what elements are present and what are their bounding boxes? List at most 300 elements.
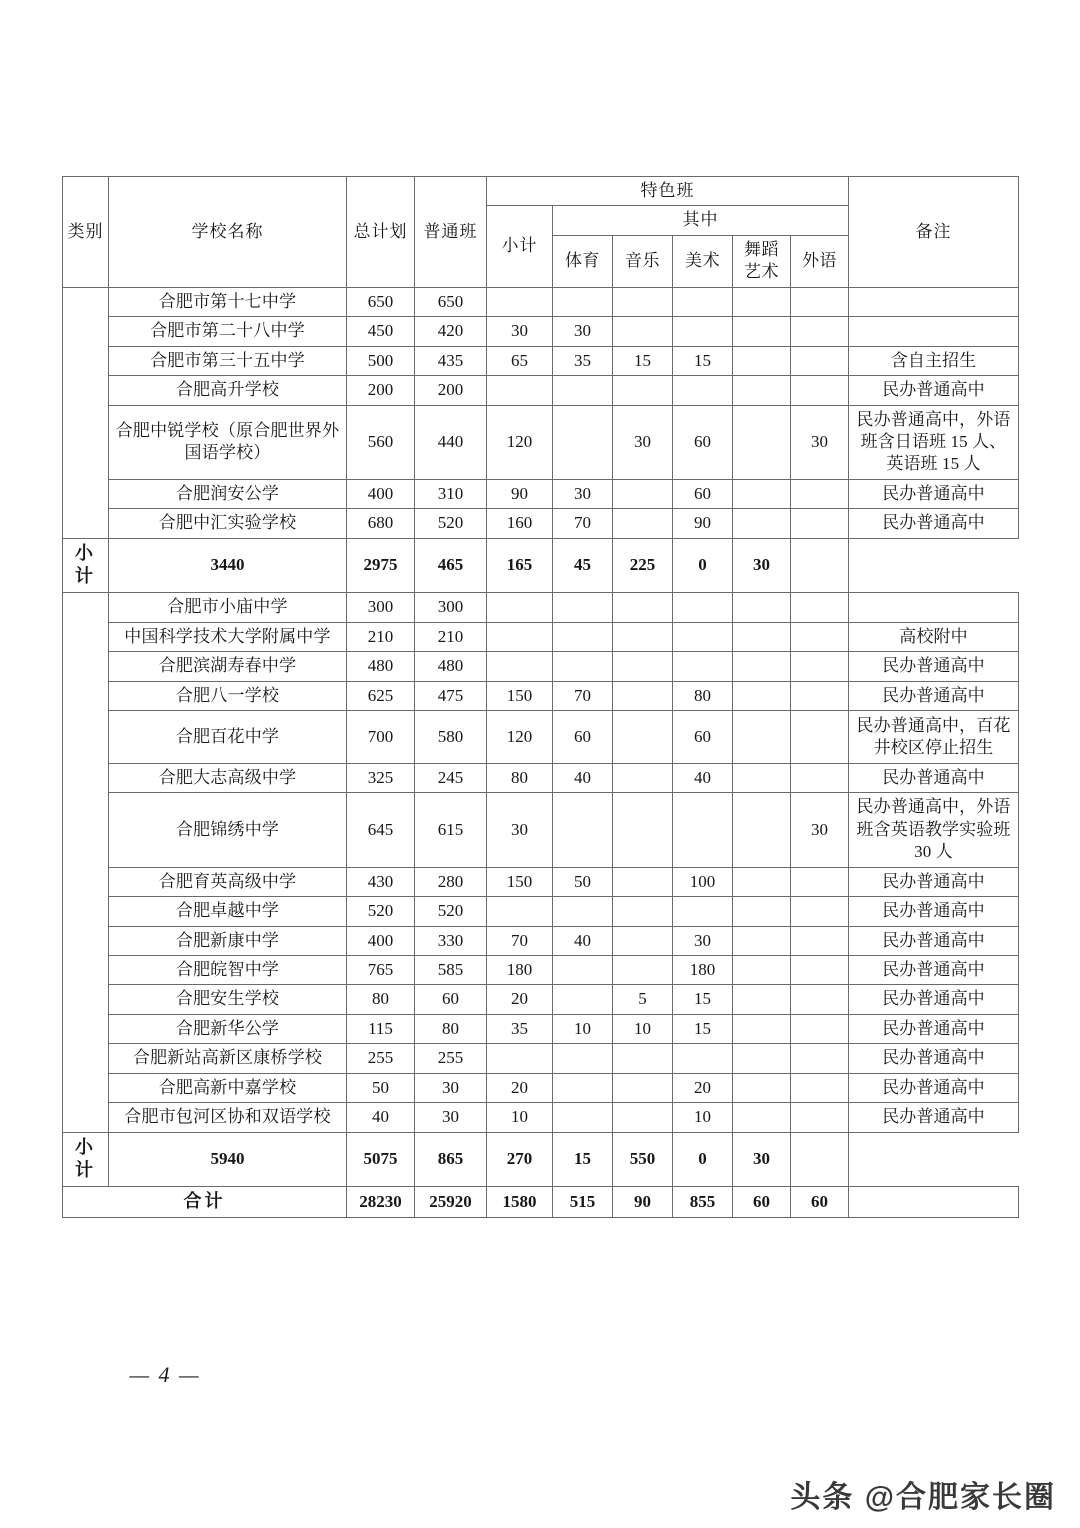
subtotal-dance: 0: [673, 1132, 733, 1187]
table-row: [63, 1103, 1019, 1132]
cell-dance: [733, 405, 791, 479]
cell-sub: 90: [487, 479, 553, 508]
school-name-cell: 合肥市第二十八中学: [109, 317, 347, 346]
cell-dance: [733, 793, 791, 867]
cell-dance: [733, 926, 791, 955]
cell-normal: 480: [415, 652, 487, 681]
cell-total: 200: [347, 376, 415, 405]
cell-total: 40: [347, 1103, 415, 1132]
cell-foreign: 30: [791, 793, 849, 867]
cell-foreign: [791, 509, 849, 538]
cell-art: 40: [673, 763, 733, 792]
cell-foreign: [791, 1103, 849, 1132]
cell-dance: [733, 985, 791, 1014]
table-row: [63, 346, 1019, 375]
remark-cell: 民办普通高中: [849, 479, 1019, 508]
cell-normal: 520: [415, 897, 487, 926]
cell-sub: 65: [487, 346, 553, 375]
cell-sub: 150: [487, 681, 553, 710]
cell-foreign: [791, 985, 849, 1014]
school-name-cell: 合肥高新中嘉学校: [109, 1073, 347, 1102]
header-dance-art: 舞蹈艺术: [733, 235, 791, 287]
remark-cell: 民办普通高中: [849, 926, 1019, 955]
cell-normal: 245: [415, 763, 487, 792]
cell-foreign: [791, 593, 849, 622]
school-name-cell: 合肥市小庙中学: [109, 593, 347, 622]
cell-foreign: [791, 1044, 849, 1073]
school-name-cell: 合肥百花中学: [109, 710, 347, 763]
remark-cell: 民办普通高中: [849, 1014, 1019, 1043]
table-row: [63, 376, 1019, 405]
cell-pe: [553, 956, 613, 985]
school-name-cell: 合肥市第十七中学: [109, 287, 347, 316]
table-row: [63, 681, 1019, 710]
cell-pe: 50: [553, 867, 613, 896]
remark-cell: 民办普通高中: [849, 1044, 1019, 1073]
cell-music: [613, 317, 673, 346]
remark-cell: 高校附中: [849, 622, 1019, 651]
cell-art: [673, 287, 733, 316]
cell-dance: [733, 1073, 791, 1102]
remark-cell: 民办普通高中: [849, 376, 1019, 405]
table-row: [63, 1014, 1019, 1043]
cell-foreign: [791, 1073, 849, 1102]
cell-pe: [553, 287, 613, 316]
grand-total-art: 855: [673, 1187, 733, 1218]
cell-foreign: [791, 287, 849, 316]
cell-art: [673, 622, 733, 651]
cell-total: 325: [347, 763, 415, 792]
school-name-cell: 合肥大志高级中学: [109, 763, 347, 792]
grand-total-music: 90: [613, 1187, 673, 1218]
table-row: [63, 652, 1019, 681]
school-name-cell: 合肥市第三十五中学: [109, 346, 347, 375]
cell-foreign: [791, 652, 849, 681]
cell-music: [613, 509, 673, 538]
table-row: [63, 793, 1019, 867]
school-name-cell: 合肥卓越中学: [109, 897, 347, 926]
school-name-cell: 合肥中锐学校（原合肥世界外国语学校）: [109, 405, 347, 479]
subtotal-art: 550: [613, 1132, 673, 1187]
school-name-cell: 中国科学技术大学附属中学: [109, 622, 347, 651]
cell-foreign: [791, 710, 849, 763]
cell-foreign: [791, 479, 849, 508]
cell-total: 400: [347, 926, 415, 955]
remark-cell: 民办普通高中: [849, 509, 1019, 538]
cell-normal: 200: [415, 376, 487, 405]
cell-art: [673, 317, 733, 346]
cell-sub: [487, 622, 553, 651]
cell-normal: 585: [415, 956, 487, 985]
cell-total: 645: [347, 793, 415, 867]
cell-dance: [733, 509, 791, 538]
table-row: [63, 1073, 1019, 1102]
cell-dance: [733, 652, 791, 681]
cell-music: [613, 622, 673, 651]
header-category: 类别: [63, 177, 109, 288]
grand-total-remark: [849, 1187, 1019, 1218]
grand-total-row: [63, 1187, 1019, 1218]
subtotal-row: [63, 538, 1019, 593]
cell-normal: 30: [415, 1103, 487, 1132]
cell-art: 30: [673, 926, 733, 955]
remark-cell: 民办普通高中: [849, 681, 1019, 710]
cell-art: [673, 593, 733, 622]
cell-sub: 180: [487, 956, 553, 985]
cell-foreign: [791, 346, 849, 375]
table-row: [63, 763, 1019, 792]
subtotal-sub: 865: [415, 1132, 487, 1187]
cell-music: 15: [613, 346, 673, 375]
cell-pe: [553, 376, 613, 405]
cell-sub: 160: [487, 509, 553, 538]
cell-art: [673, 1044, 733, 1073]
cell-sub: 30: [487, 793, 553, 867]
cell-music: 5: [613, 985, 673, 1014]
remark-cell: [849, 593, 1019, 622]
remark-cell: 民办普通高中: [849, 867, 1019, 896]
cell-music: [613, 681, 673, 710]
grand-total-label: 合计: [63, 1187, 347, 1218]
cell-music: [613, 1103, 673, 1132]
cell-music: [613, 710, 673, 763]
school-name-cell: 合肥高升学校: [109, 376, 347, 405]
remark-cell: [849, 287, 1019, 316]
cell-total: 300: [347, 593, 415, 622]
cell-pe: [553, 1044, 613, 1073]
cell-sub: 20: [487, 1073, 553, 1102]
cell-normal: 420: [415, 317, 487, 346]
table-header: [63, 177, 1019, 288]
cell-pe: [553, 985, 613, 1014]
cell-pe: 70: [553, 681, 613, 710]
cell-sub: 30: [487, 317, 553, 346]
subtotal-label: 小计: [63, 1132, 109, 1187]
table-row: [63, 897, 1019, 926]
table-body: [63, 287, 1019, 1217]
subtotal-normal: 2975: [347, 538, 415, 593]
cell-music: 30: [613, 405, 673, 479]
cell-art: 90: [673, 509, 733, 538]
header-fine-art: 美术: [673, 235, 733, 287]
cell-foreign: 30: [791, 405, 849, 479]
subtotal-dance: 0: [673, 538, 733, 593]
cell-normal: 475: [415, 681, 487, 710]
cell-dance: [733, 1044, 791, 1073]
cell-music: [613, 376, 673, 405]
header-remark: 备注: [849, 177, 1019, 288]
cell-art: 20: [673, 1073, 733, 1102]
cell-music: [613, 479, 673, 508]
cell-sub: 10: [487, 1103, 553, 1132]
cell-pe: 30: [553, 479, 613, 508]
cell-foreign: [791, 956, 849, 985]
cell-normal: 580: [415, 710, 487, 763]
subtotal-music: 15: [553, 1132, 613, 1187]
cell-music: [613, 897, 673, 926]
cell-pe: 70: [553, 509, 613, 538]
subtotal-remark: [791, 538, 849, 593]
header-normal-class: 普通班: [415, 177, 487, 288]
cell-dance: [733, 897, 791, 926]
header-special-subtotal: 小计: [487, 206, 553, 287]
cell-total: 560: [347, 405, 415, 479]
cell-sub: [487, 376, 553, 405]
cell-art: [673, 652, 733, 681]
cell-dance: [733, 1014, 791, 1043]
remark-cell: 民办普通高中: [849, 1103, 1019, 1132]
header-special-class: 特色班: [487, 177, 849, 206]
cell-music: 10: [613, 1014, 673, 1043]
cell-dance: [733, 479, 791, 508]
subtotal-pe: 270: [487, 1132, 553, 1187]
subtotal-music: 45: [553, 538, 613, 593]
cell-foreign: [791, 867, 849, 896]
grand-total-sub: 1580: [487, 1187, 553, 1218]
cell-music: [613, 1044, 673, 1073]
school-name-cell: 合肥皖智中学: [109, 956, 347, 985]
cell-total: 520: [347, 897, 415, 926]
cell-total: 430: [347, 867, 415, 896]
school-name-cell: 合肥八一学校: [109, 681, 347, 710]
cell-art: 15: [673, 985, 733, 1014]
school-name-cell: 合肥新华公学: [109, 1014, 347, 1043]
cell-sub: [487, 897, 553, 926]
cell-dance: [733, 376, 791, 405]
cell-pe: 40: [553, 763, 613, 792]
cell-foreign: [791, 622, 849, 651]
cell-music: [613, 287, 673, 316]
header-row-1: [63, 177, 1019, 206]
cell-dance: [733, 681, 791, 710]
cell-total: 80: [347, 985, 415, 1014]
table-row: [63, 867, 1019, 896]
cell-dance: [733, 710, 791, 763]
cell-pe: 60: [553, 710, 613, 763]
remark-cell: 民办普通高中，外语班含英语教学实验班 30 人: [849, 793, 1019, 867]
cell-sub: [487, 593, 553, 622]
subtotal-remark: [791, 1132, 849, 1187]
table-row: [63, 405, 1019, 479]
cell-normal: 280: [415, 867, 487, 896]
cell-total: 765: [347, 956, 415, 985]
cell-art: 60: [673, 405, 733, 479]
remark-cell: 民办普通高中: [849, 1073, 1019, 1102]
cell-art: 180: [673, 956, 733, 985]
cell-total: 625: [347, 681, 415, 710]
header-foreign-language: 外语: [791, 235, 849, 287]
cell-art: 10: [673, 1103, 733, 1132]
cell-pe: [553, 622, 613, 651]
school-name-cell: 合肥安生学校: [109, 985, 347, 1014]
cell-art: [673, 793, 733, 867]
cell-art: 100: [673, 867, 733, 896]
remark-cell: 民办普通高中: [849, 763, 1019, 792]
cell-normal: 30: [415, 1073, 487, 1102]
cell-foreign: [791, 763, 849, 792]
cell-art: 15: [673, 1014, 733, 1043]
cell-normal: 615: [415, 793, 487, 867]
cell-art: [673, 376, 733, 405]
subtotal-label: 小计: [63, 538, 109, 593]
table-row: [63, 509, 1019, 538]
page-number: — 4 —: [129, 1362, 201, 1387]
school-name-cell: 合肥新康中学: [109, 926, 347, 955]
cell-music: [613, 956, 673, 985]
cell-pe: [553, 593, 613, 622]
cell-sub: 70: [487, 926, 553, 955]
cell-art: 60: [673, 479, 733, 508]
cell-sub: 35: [487, 1014, 553, 1043]
cell-total: 255: [347, 1044, 415, 1073]
cell-sub: 20: [487, 985, 553, 1014]
cell-foreign: [791, 681, 849, 710]
subtotal-total: 3440: [109, 538, 347, 593]
header-among-which: 其中: [553, 206, 849, 235]
cell-normal: 80: [415, 1014, 487, 1043]
cell-total: 650: [347, 287, 415, 316]
subtotal-art: 225: [613, 538, 673, 593]
grand-total-foreign: 60: [791, 1187, 849, 1218]
cell-normal: 520: [415, 509, 487, 538]
cell-pe: [553, 793, 613, 867]
cell-normal: 300: [415, 593, 487, 622]
cell-dance: [733, 956, 791, 985]
table-row: [63, 1044, 1019, 1073]
cell-total: 210: [347, 622, 415, 651]
grand-total-total: 28230: [347, 1187, 415, 1218]
cell-pe: 30: [553, 317, 613, 346]
table-row: [63, 956, 1019, 985]
remark-cell: 民办普通高中: [849, 985, 1019, 1014]
category-label: [63, 287, 109, 538]
cell-art: 60: [673, 710, 733, 763]
cell-total: 480: [347, 652, 415, 681]
subtotal-normal: 5075: [347, 1132, 415, 1187]
remark-cell: 民办普通高中: [849, 897, 1019, 926]
cell-pe: [553, 1073, 613, 1102]
remark-cell: 民办普通高中，外语班含日语班 15 人、英语班 15 人: [849, 405, 1019, 479]
subtotal-foreign: 30: [733, 538, 791, 593]
cell-dance: [733, 867, 791, 896]
cell-total: 500: [347, 346, 415, 375]
table-row: [63, 479, 1019, 508]
subtotal-row: [63, 1132, 1019, 1187]
cell-music: [613, 593, 673, 622]
cell-sub: [487, 652, 553, 681]
subtotal-pe: 165: [487, 538, 553, 593]
cell-music: [613, 926, 673, 955]
cell-normal: 310: [415, 479, 487, 508]
cell-pe: [553, 897, 613, 926]
school-name-cell: 合肥中汇实验学校: [109, 509, 347, 538]
watermark: 头条 @合肥家长圈: [790, 1481, 1056, 1514]
table-row: [63, 317, 1019, 346]
table-row: [63, 622, 1019, 651]
cell-normal: 330: [415, 926, 487, 955]
cell-foreign: [791, 376, 849, 405]
subtotal-sub: 465: [415, 538, 487, 593]
cell-normal: 435: [415, 346, 487, 375]
grand-total-pe: 515: [553, 1187, 613, 1218]
cell-normal: 210: [415, 622, 487, 651]
cell-sub: [487, 1044, 553, 1073]
cell-pe: 10: [553, 1014, 613, 1043]
cell-music: [613, 793, 673, 867]
grand-total-dance: 60: [733, 1187, 791, 1218]
cell-art: 15: [673, 346, 733, 375]
header-total-plan: 总计划: [347, 177, 415, 288]
remark-cell: 民办普通高中: [849, 956, 1019, 985]
table-row: [63, 287, 1019, 316]
cell-pe: [553, 405, 613, 479]
school-name-cell: 合肥滨湖寿春中学: [109, 652, 347, 681]
grand-total-normal: 25920: [415, 1187, 487, 1218]
subtotal-total: 5940: [109, 1132, 347, 1187]
cell-dance: [733, 287, 791, 316]
table-row: [63, 926, 1019, 955]
table-row: [63, 985, 1019, 1014]
cell-dance: [733, 317, 791, 346]
school-name-cell: 合肥育英高级中学: [109, 867, 347, 896]
cell-normal: 440: [415, 405, 487, 479]
cell-pe: [553, 652, 613, 681]
cell-total: 680: [347, 509, 415, 538]
cell-normal: 60: [415, 985, 487, 1014]
cell-pe: 40: [553, 926, 613, 955]
cell-dance: [733, 622, 791, 651]
remark-cell: 民办普通高中，百花井校区停止招生: [849, 710, 1019, 763]
table-row: [63, 593, 1019, 622]
cell-total: 700: [347, 710, 415, 763]
enrollment-plan-table: [62, 176, 1019, 1218]
cell-total: 115: [347, 1014, 415, 1043]
cell-total: 400: [347, 479, 415, 508]
header-music: 音乐: [613, 235, 673, 287]
cell-dance: [733, 593, 791, 622]
cell-pe: 35: [553, 346, 613, 375]
cell-art: [673, 897, 733, 926]
school-name-cell: 合肥润安公学: [109, 479, 347, 508]
subtotal-foreign: 30: [733, 1132, 791, 1187]
cell-sub: 150: [487, 867, 553, 896]
cell-total: 50: [347, 1073, 415, 1102]
cell-sub: 120: [487, 405, 553, 479]
header-pe: 体育: [553, 235, 613, 287]
school-name-cell: 合肥新站高新区康桥学校: [109, 1044, 347, 1073]
cell-foreign: [791, 926, 849, 955]
school-name-cell: 合肥市包河区协和双语学校: [109, 1103, 347, 1132]
remark-cell: 含自主招生: [849, 346, 1019, 375]
cell-music: [613, 763, 673, 792]
cell-dance: [733, 346, 791, 375]
cell-dance: [733, 763, 791, 792]
cell-music: [613, 867, 673, 896]
school-name-cell: 合肥锦绣中学: [109, 793, 347, 867]
table-row: [63, 710, 1019, 763]
remark-cell: 民办普通高中: [849, 652, 1019, 681]
cell-normal: 255: [415, 1044, 487, 1073]
header-school-name: 学校名称: [109, 177, 347, 288]
cell-art: 80: [673, 681, 733, 710]
cell-normal: 650: [415, 287, 487, 316]
cell-sub: [487, 287, 553, 316]
cell-pe: [553, 1103, 613, 1132]
cell-foreign: [791, 317, 849, 346]
cell-music: [613, 1073, 673, 1102]
cell-foreign: [791, 897, 849, 926]
cell-dance: [733, 1103, 791, 1132]
